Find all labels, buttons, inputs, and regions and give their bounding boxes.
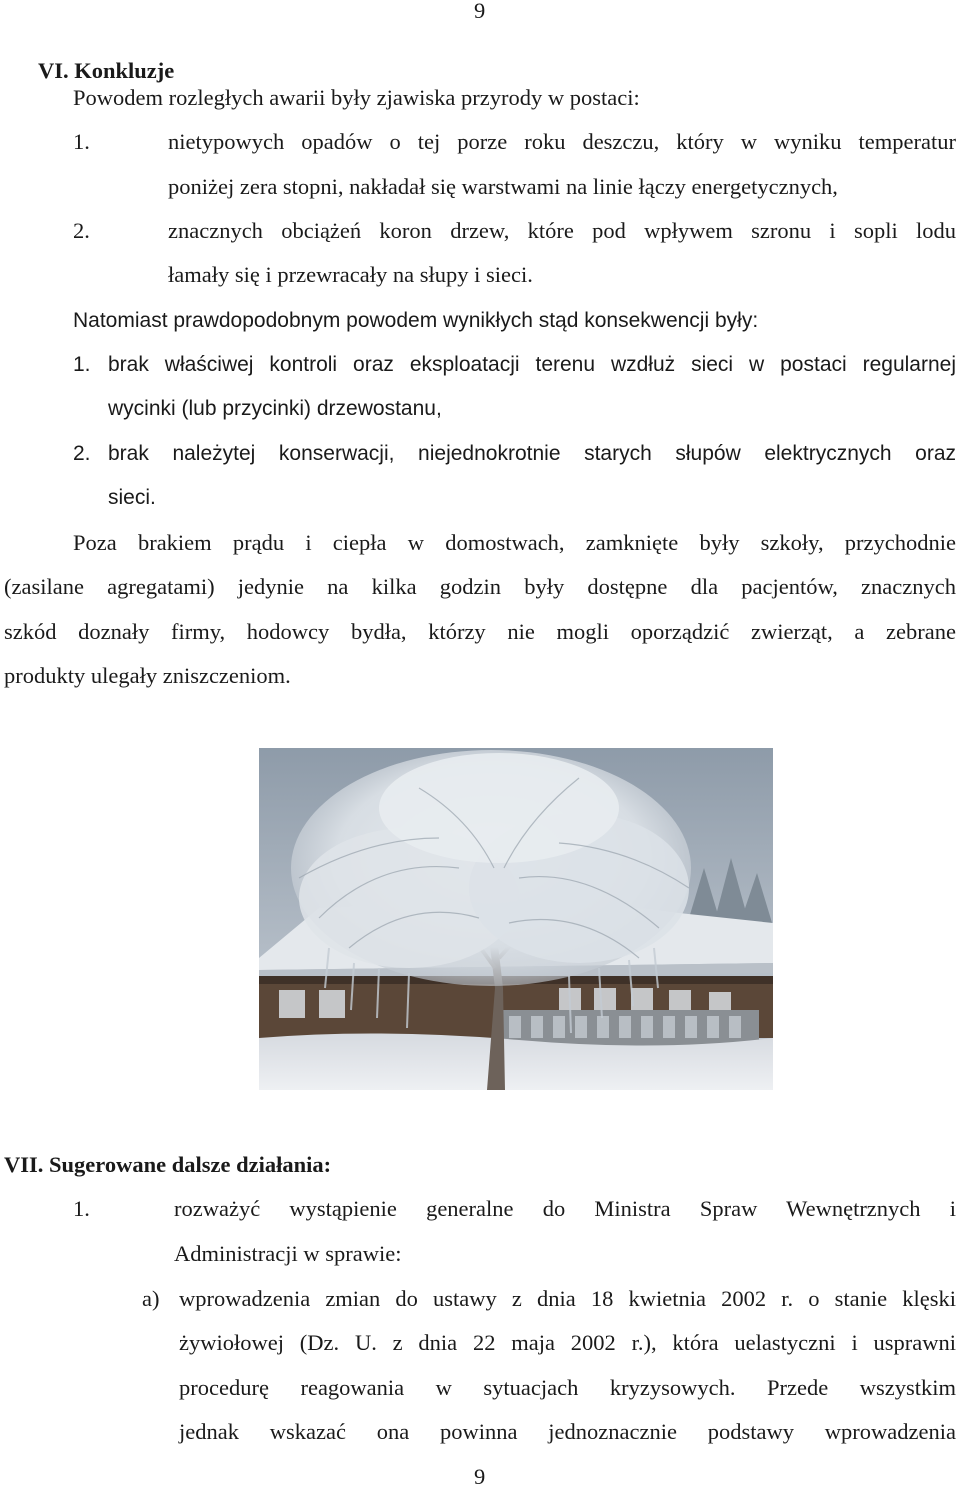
section-heading-konkluzje: VI. Konkluzje bbox=[38, 58, 175, 83]
page-number-bottom: 9 bbox=[474, 1464, 486, 1489]
cause-1-number: 1. bbox=[73, 129, 90, 154]
winter-photo bbox=[259, 748, 773, 1090]
paragraph-line-1: Poza brakiem prądu i ciepła w domostwach, zamknięte były szkoły, przychodnie bbox=[73, 530, 956, 555]
consequence-2-number: 2. bbox=[73, 442, 91, 465]
cause-2-line-1: znacznych obciążeń koron drzew, które pod wpływem szronu i sopli lodu bbox=[168, 218, 956, 243]
consequence-1-line-2: wycinki (lub przycinki) drzewostanu, bbox=[108, 397, 442, 420]
consequences-intro: Natomiast prawdopodobnym powodem wynikłych stąd konsekwencji były: bbox=[73, 309, 759, 332]
sub-item-a-line-2: żywiołowej (Dz. U. z dnia 22 maja 2002 r.), która uelastyczni i usprawni bbox=[179, 1330, 956, 1355]
paragraph-line-3: szkód doznały firmy, hodowcy bydła, którzy nie mogli oporządzić zwierząt, a zebrane bbox=[4, 619, 956, 644]
consequence-2-line-2: sieci. bbox=[108, 486, 156, 509]
action-1-number: 1. bbox=[73, 1196, 90, 1221]
sub-item-a-line-1: wprowadzenia zmian do ustawy z dnia 18 kwietnia 2002 r. o stanie klęski bbox=[179, 1286, 956, 1311]
consequence-1-number: 1. bbox=[73, 353, 91, 376]
consequence-1-line-1: brak właściwej kontroli oraz eksploatacji terenu wzdłuż sieci w postaci regularnej bbox=[108, 353, 956, 376]
sub-item-a-line-4: jednak wskazać ona powinna jednoznacznie podstawy wprowadzenia bbox=[179, 1419, 956, 1444]
cause-1-line-1: nietypowych opadów o tej porze roku deszczu, który w wyniku temperatur bbox=[168, 129, 956, 154]
section-intro: Powodem rozległych awarii były zjawiska przyrody w postaci: bbox=[73, 85, 640, 110]
paragraph-line-2: (zasilane agregatami) jedynie na kilka godzin były dostępne dla pacjentów, znacznych bbox=[4, 574, 956, 599]
action-1-line-2: Administracji w sprawie: bbox=[174, 1241, 402, 1266]
cause-1-line-2: poniżej zera stopni, nakładał się warstwami na linie łączy energetycznych, bbox=[168, 174, 838, 199]
consequence-2-line-1: brak należytej konserwacji, niejednokrotnie starych słupów elektrycznych oraz bbox=[108, 442, 956, 465]
paragraph-line-4: produkty ulegały zniszczeniom. bbox=[4, 663, 291, 688]
section-heading-sugerowane: VII. Sugerowane dalsze działania: bbox=[4, 1152, 332, 1177]
cause-2-number: 2. bbox=[73, 218, 90, 243]
page-number-top: 9 bbox=[474, 0, 486, 23]
cause-2-line-2: łamały się i przewracały na słupy i sieci. bbox=[168, 262, 533, 287]
sub-item-a-label: a) bbox=[142, 1286, 160, 1311]
sub-item-a-line-3: procedurę reagowania w sytuacjach kryzysowych. Przede wszystkim bbox=[179, 1375, 956, 1400]
action-1-line-1: rozważyć wystąpienie generalne do Ministra Spraw Wewnętrznych i bbox=[174, 1196, 956, 1221]
